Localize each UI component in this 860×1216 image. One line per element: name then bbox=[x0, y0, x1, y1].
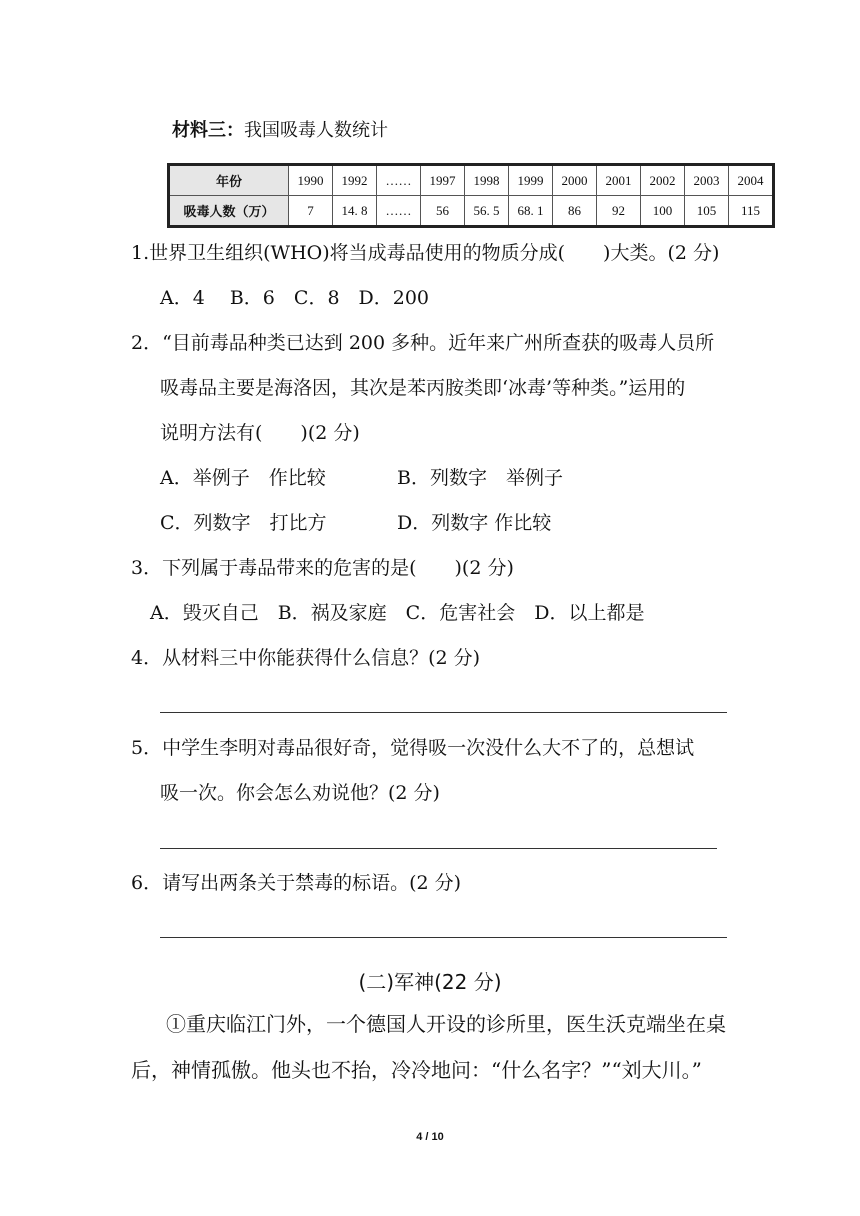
table-cell: 1990 bbox=[289, 165, 333, 196]
table-cell: 56 bbox=[421, 196, 465, 227]
table-row-counts bbox=[169, 196, 774, 227]
table-cell: 2004 bbox=[729, 165, 774, 196]
table-cell: 115 bbox=[729, 196, 774, 227]
question-6: 6．请写出两条关于禁毒的标语。(2 分) bbox=[131, 872, 462, 894]
question-1-options: A．4 B．6 C．8 D．200 bbox=[160, 287, 430, 309]
table-cell: 1992 bbox=[333, 165, 377, 196]
table-row-years bbox=[169, 165, 774, 196]
table-cell: 92 bbox=[597, 196, 641, 227]
answer-line[interactable] bbox=[160, 937, 727, 938]
table-cell: 2000 bbox=[553, 165, 597, 196]
question-3-options: A．毁灭自己 B．祸及家庭 C．危害社会 D．以上都是 bbox=[150, 602, 645, 624]
table-cell: 100 bbox=[641, 196, 685, 227]
table-cell: …… bbox=[377, 165, 421, 196]
table-cell: 2001 bbox=[597, 165, 641, 196]
table-cell: …… bbox=[377, 196, 421, 227]
table-cell: 86 bbox=[553, 196, 597, 227]
question-5-line-1: 5．中学生李明对毒品很好奇，觉得吸一次没什么大不了的，总想试 bbox=[131, 737, 695, 759]
table-cell: 7 bbox=[289, 196, 333, 227]
section-title: (二)军神(22 分) bbox=[358, 970, 502, 994]
table-cell: 2003 bbox=[685, 165, 729, 196]
row-header-count: 吸毒人数（万） bbox=[169, 196, 289, 227]
question-2-line-3: 说明方法有( )(2 分) bbox=[160, 422, 360, 444]
table-cell: 1998 bbox=[465, 165, 509, 196]
question-2-option-d: D．列数字 作比较 bbox=[397, 512, 552, 534]
passage-line-2: 后，神情孤傲。他头也不抬，冷冷地问：“什么名字？”“刘大川。” bbox=[131, 1058, 702, 1082]
drug-users-table bbox=[167, 163, 775, 228]
question-1: 1.世界卫生组织(WHO)将当成毒品使用的物质分成( )大类。(2 分) bbox=[131, 242, 720, 264]
table-cell: 1999 bbox=[509, 165, 553, 196]
question-2-option-a: A．举例子 作比较 bbox=[160, 467, 326, 489]
table-cell: 105 bbox=[685, 196, 729, 227]
answer-line[interactable] bbox=[160, 712, 727, 713]
question-2-option-b: B．列数字 举例子 bbox=[397, 467, 563, 489]
question-5-line-2: 吸一次。你会怎么劝说他？(2 分) bbox=[160, 782, 440, 804]
table-cell: 14. 8 bbox=[333, 196, 377, 227]
question-3: 3．下列属于毒品带来的危害的是( )(2 分) bbox=[131, 557, 514, 579]
question-2-option-c: C．列数字 打比方 bbox=[160, 512, 327, 534]
material-title: 我国吸毒人数统计 bbox=[244, 120, 388, 141]
page-number: 4 / 10 bbox=[416, 1131, 444, 1143]
table-cell: 56. 5 bbox=[465, 196, 509, 227]
question-4: 4．从材料三中你能获得什么信息？(2 分) bbox=[131, 647, 481, 669]
table-cell: 2002 bbox=[641, 165, 685, 196]
table-cell: 1997 bbox=[421, 165, 465, 196]
table-cell: 68. 1 bbox=[509, 196, 553, 227]
answer-line[interactable] bbox=[160, 848, 717, 849]
question-2-line-1: 2．“目前毒品种类已达到 200 多种。近年来广州所查获的吸毒人员所 bbox=[131, 332, 715, 354]
question-2-line-2: 吸毒品主要是海洛因，其次是苯丙胺类即‘冰毒’等种类。”运用的 bbox=[160, 377, 686, 399]
material-heading bbox=[172, 116, 388, 142]
passage-line-1: ①重庆临江门外，一个德国人开设的诊所里，医生沃克端坐在桌 bbox=[166, 1012, 726, 1036]
material-label: 材料三： bbox=[172, 120, 244, 141]
row-header-year: 年份 bbox=[169, 165, 289, 196]
